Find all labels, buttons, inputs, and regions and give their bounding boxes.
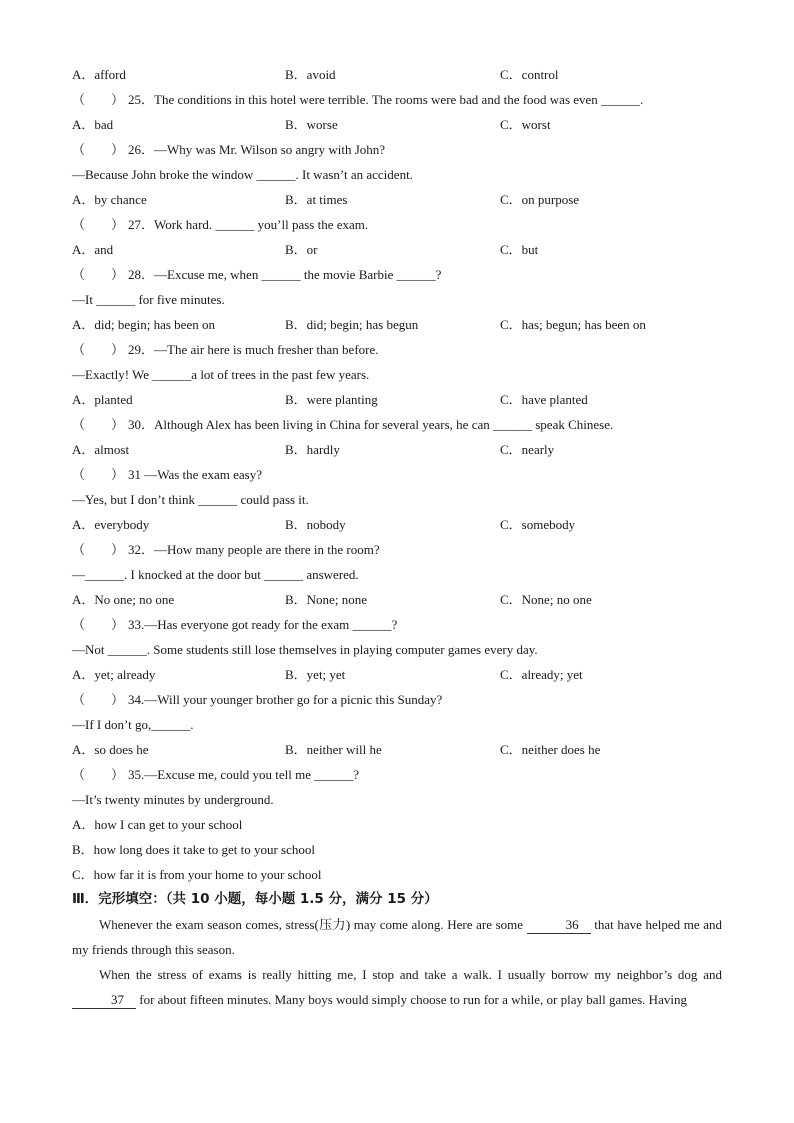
q34-options	[72, 737, 722, 762]
question-text: 35.—Excuse me, could you tell me ______?	[128, 767, 360, 782]
blank-36: 36	[527, 917, 591, 934]
q33-stem	[72, 612, 722, 637]
option-b: B．avoid	[285, 67, 336, 82]
answer-paren: （ ）	[72, 417, 125, 432]
option-a: A．and	[72, 242, 114, 257]
option-a: A．did; begin; has been on	[72, 317, 215, 332]
question-text: 30．Although Alex has been living in China for several years, he can ______ speak Chinese.	[128, 417, 614, 432]
option-c: C．None; no one	[500, 592, 592, 607]
option-b: B．at times	[285, 192, 348, 207]
q33-options	[72, 662, 722, 687]
option-c: C．already; yet	[500, 667, 583, 682]
q31-stem	[72, 462, 722, 487]
option-b: B．or	[285, 242, 318, 257]
question-text: 29．—The air here is much fresher than before.	[128, 342, 379, 357]
q29-reply: —Exactly! We ______a lot of trees in the past few years.	[72, 367, 370, 382]
q29-stem	[72, 337, 722, 362]
option-b: B．nobody	[285, 517, 346, 532]
option-b: B．did; begin; has begun	[285, 317, 419, 332]
option-a: A．No one; no one	[72, 592, 175, 607]
option-a: A．bad	[72, 117, 114, 132]
answer-paren: （ ）	[72, 342, 125, 357]
q31-options	[72, 512, 722, 537]
q34-stem	[72, 687, 722, 712]
option-a: A．by chance	[72, 192, 147, 207]
answer-paren: （ ）	[72, 217, 125, 232]
option-c: C．worst	[500, 117, 551, 132]
q33-reply: —Not ______. Some students still lose themselves in playing computer games every day.	[72, 642, 538, 657]
option-a: A．so does he	[72, 742, 149, 757]
q35-option-a: A．how I can get to your school	[72, 817, 243, 832]
answer-paren: （ ）	[72, 142, 125, 157]
option-c: C．have planted	[500, 392, 588, 407]
option-c: C．control	[500, 67, 559, 82]
passage-text: that have helped me and my friends through this season.	[72, 917, 722, 957]
question-text: 31 —Was the exam easy?	[128, 467, 262, 482]
question-text: 27．Work hard. ______ you’ll pass the exam.	[128, 217, 369, 232]
question-text: 28．—Excuse me, when ______ the movie Barbie ______?	[128, 267, 442, 282]
passage-paragraph-1	[72, 912, 722, 962]
q35-reply: —It’s twenty minutes by underground.	[72, 792, 274, 807]
q26-stem	[72, 137, 722, 162]
option-a: A．afford	[72, 67, 126, 82]
q25-options	[72, 112, 722, 137]
answer-paren: （ ）	[72, 767, 125, 782]
option-b: B．worse	[285, 117, 338, 132]
q35-stem	[72, 762, 722, 787]
option-c: C．neither does he	[500, 742, 601, 757]
q30-stem	[72, 412, 722, 437]
answer-paren: （ ）	[72, 92, 125, 107]
option-c: C．on purpose	[500, 192, 580, 207]
q34-reply: —If I don’t go,______.	[72, 717, 194, 732]
q28-reply: —It ______ for five minutes.	[72, 292, 225, 307]
passage-paragraph-2	[72, 962, 722, 1012]
q25-stem	[72, 87, 722, 112]
q24-options	[72, 62, 722, 87]
blank-37: 37	[72, 992, 136, 1009]
q28-stem	[72, 262, 722, 287]
option-a: A．almost	[72, 442, 130, 457]
option-b: B．yet; yet	[285, 667, 346, 682]
option-c: C．has; begun; has been on	[500, 317, 646, 332]
answer-paren: （ ）	[72, 542, 125, 557]
option-a: A．planted	[72, 392, 133, 407]
q26-reply: —Because John broke the window ______. It wasn’t an accident.	[72, 167, 413, 182]
question-text: 33.—Has everyone got ready for the exam ______?	[128, 617, 398, 632]
q35-option-c: C．how far it is from your home to your school	[72, 867, 322, 882]
q26-options	[72, 187, 722, 212]
q31-reply: —Yes, but I don’t think ______ could pass it.	[72, 492, 309, 507]
q32-stem	[72, 537, 722, 562]
option-c: C．nearly	[500, 442, 555, 457]
option-b: B．hardly	[285, 442, 340, 457]
q30-options	[72, 437, 722, 462]
q28-options	[72, 312, 722, 337]
option-a: A．everybody	[72, 517, 150, 532]
question-text: 34.—Will your younger brother go for a picnic this Sunday?	[128, 692, 443, 707]
question-text: 25．The conditions in this hotel were terrible. The rooms were bad and the food was even ______.	[128, 92, 644, 107]
answer-paren: （ ）	[72, 617, 125, 632]
option-b: B．None; none	[285, 592, 367, 607]
q32-options	[72, 587, 722, 612]
option-b: B．neither will he	[285, 742, 382, 757]
section-heading: Ⅲ．完形填空：（共 10 小题，每小题 1.5 分，满分 15 分）	[72, 891, 438, 907]
passage-text: for about fifteen minutes. Many boys would simply choose to run for a while, or play ball games. Having	[136, 992, 687, 1007]
passage-text: When the stress of exams is really hitting me, I stop and take a walk. I usually borrow my neighbor’s dog and	[99, 967, 722, 982]
answer-paren: （ ）	[72, 692, 125, 707]
exam-page	[72, 62, 722, 1012]
q35-option-b: B．how long does it take to get to your school	[72, 842, 316, 857]
option-c: C．somebody	[500, 517, 576, 532]
q27-options	[72, 237, 722, 262]
q27-stem	[72, 212, 722, 237]
option-a: A．yet; already	[72, 667, 156, 682]
answer-paren: （ ）	[72, 267, 125, 282]
q29-options	[72, 387, 722, 412]
answer-paren: （ ）	[72, 467, 125, 482]
option-c: C．but	[500, 242, 539, 257]
passage-text: Whenever the exam season comes, stress(压力) may come along. Here are some	[99, 917, 527, 932]
question-text: 26．—Why was Mr. Wilson so angry with John?	[128, 142, 386, 157]
q32-reply: —______. I knocked at the door but ______ answered.	[72, 567, 359, 582]
option-b: B．were planting	[285, 392, 378, 407]
question-text: 32．—How many people are there in the room?	[128, 542, 380, 557]
